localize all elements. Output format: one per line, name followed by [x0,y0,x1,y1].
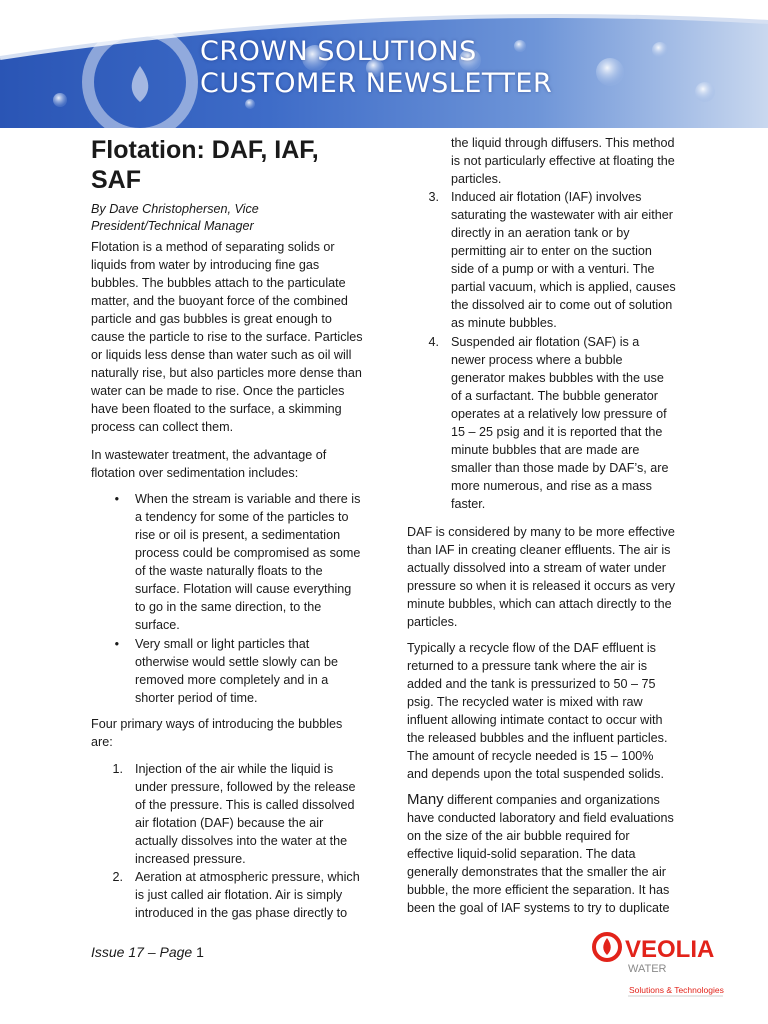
page-number [91,944,204,960]
bullet-item [91,490,363,634]
number-marker: 1. [112,762,123,776]
page-number-value: 1 [196,944,204,960]
numbered-text: Suspended air flotation (SAF) is a newer process where a bubble generator makes bubbles with the use of a surfactant. The bubble generator operates at a relatively low pressure of 15 – 25 psig and it is reported that the minute bubbles that are made are smaller than those made by DAF’s, are more numerous, and rise as a mass faster. [451,335,669,511]
logo-sub: WATER [628,963,667,975]
logo-tagline: Solutions & Technologies [629,985,724,995]
number-marker: 4. [428,335,439,349]
article-byline: By Dave Christophersen, Vice President/Technical Manager [91,202,259,233]
bullet-text: When the stream is variable and there is a tendency for some of the particles to rise or oil is present, a sedimentation process could be compromised as some of the waste naturally floats to the surface. Flotation will cause everything to go in the same direction, to the surface. [135,492,361,632]
numbered-text: the liquid through diffusers. This method is not particularly effective at floating the particles. [451,136,675,186]
bullet-marker: • [114,492,119,506]
banner-title [200,36,552,100]
numbered-text: Induced air flotation (IAF) involves saturating the wastewater with air either directly in an aeration tank or by permitting air to enter on the suction side of a pump or with a venturi. The partial vacuum, which is applied, causes the dissolved air to come out of solution as minute bubbles. [451,190,676,330]
banner-title-line2: CUSTOMER NEWSLETTER [200,68,553,99]
banner-title-line1: CROWN SOLUTIONS [200,36,477,67]
paragraph-daf-effective: DAF is considered by many to be more effective than IAF in creating cleaner effluents. The air is actually dissolved into a stream of water under pressure so when it is released it occurs as very minute bubbles, which can attach directly to the particles. [407,525,676,629]
numbered-item [91,868,363,922]
paragraph-lead-word: Many [407,791,444,808]
number-marker: 2. [112,870,123,884]
veolia-logo [592,930,732,1000]
numbered-text: Injection of the air while the liquid is under pressure, followed by the release of the pressure. This is called dissolved air flotation (DAF) because the air actually dissolves into the water at the increased pressure. [135,762,356,866]
numbered-item-continued [407,134,677,188]
numbered-item [407,333,677,513]
paragraph-recycle-flow: Typically a recycle flow of the DAF effluent is returned to a pressure tank where the air is added and the tank is pressurized to 50 – 75 psig. The recycled water is mixed with raw influent allowing intimate contact to occur with the released bubbles and the influent particles. The amount of recycle needed is 15 – 100% and depends upon the total suspended solids. [407,641,668,781]
paragraph-text: different companies and organizations have conducted laboratory and field evaluations on the size of the air bubble required for effective liquid-solid separation. The data generally demonstrates that the smaller the air bubble, the more efficient the separation. It has been the goal of IAF systems to try to duplicate [407,793,674,915]
paragraph-advantages: In wastewater treatment, the advantage of flotation over sedimentation includes: [91,448,327,480]
number-marker: 3. [428,190,439,204]
newsletter-banner [0,0,768,128]
paragraph-intro: Flotation is a method of separating solids or liquids from water by introducing fine gas bubbles. The bubbles attach to the particulate matter, and the buoyant force of the combined particle and gas bubbles is great enough to cause the particle to rise to the surface. Particles or liquids less dense than water such as oil will naturally rise, but also particles more dense than water can be made to rise. Once the particles have been floated to the surface, a skimming process can collect them. [91,240,363,434]
bullet-item [91,635,363,707]
paragraph-bubble-size [407,791,677,917]
veolia-logo-graphic [592,930,732,1000]
numbered-text: Aeration at atmospheric pressure, which is just called air flotation. Air is simply introduced in the gas phase directly to [135,870,360,920]
bullet-text: Very small or light particles that otherwise would settle slowly can be removed more completely and in a shorter period of time. [135,637,339,705]
bullet-marker: • [114,637,119,651]
numbered-item [91,760,363,868]
issue-label: Issue 17 – Page [91,944,193,960]
article-title: Flotation: DAF, IAF, SAF [91,136,319,194]
logo-brand: VEOLIA [625,936,715,963]
paragraph-primary-ways: Four primary ways of introducing the bubbles are: [91,717,343,749]
numbered-item [407,188,677,332]
